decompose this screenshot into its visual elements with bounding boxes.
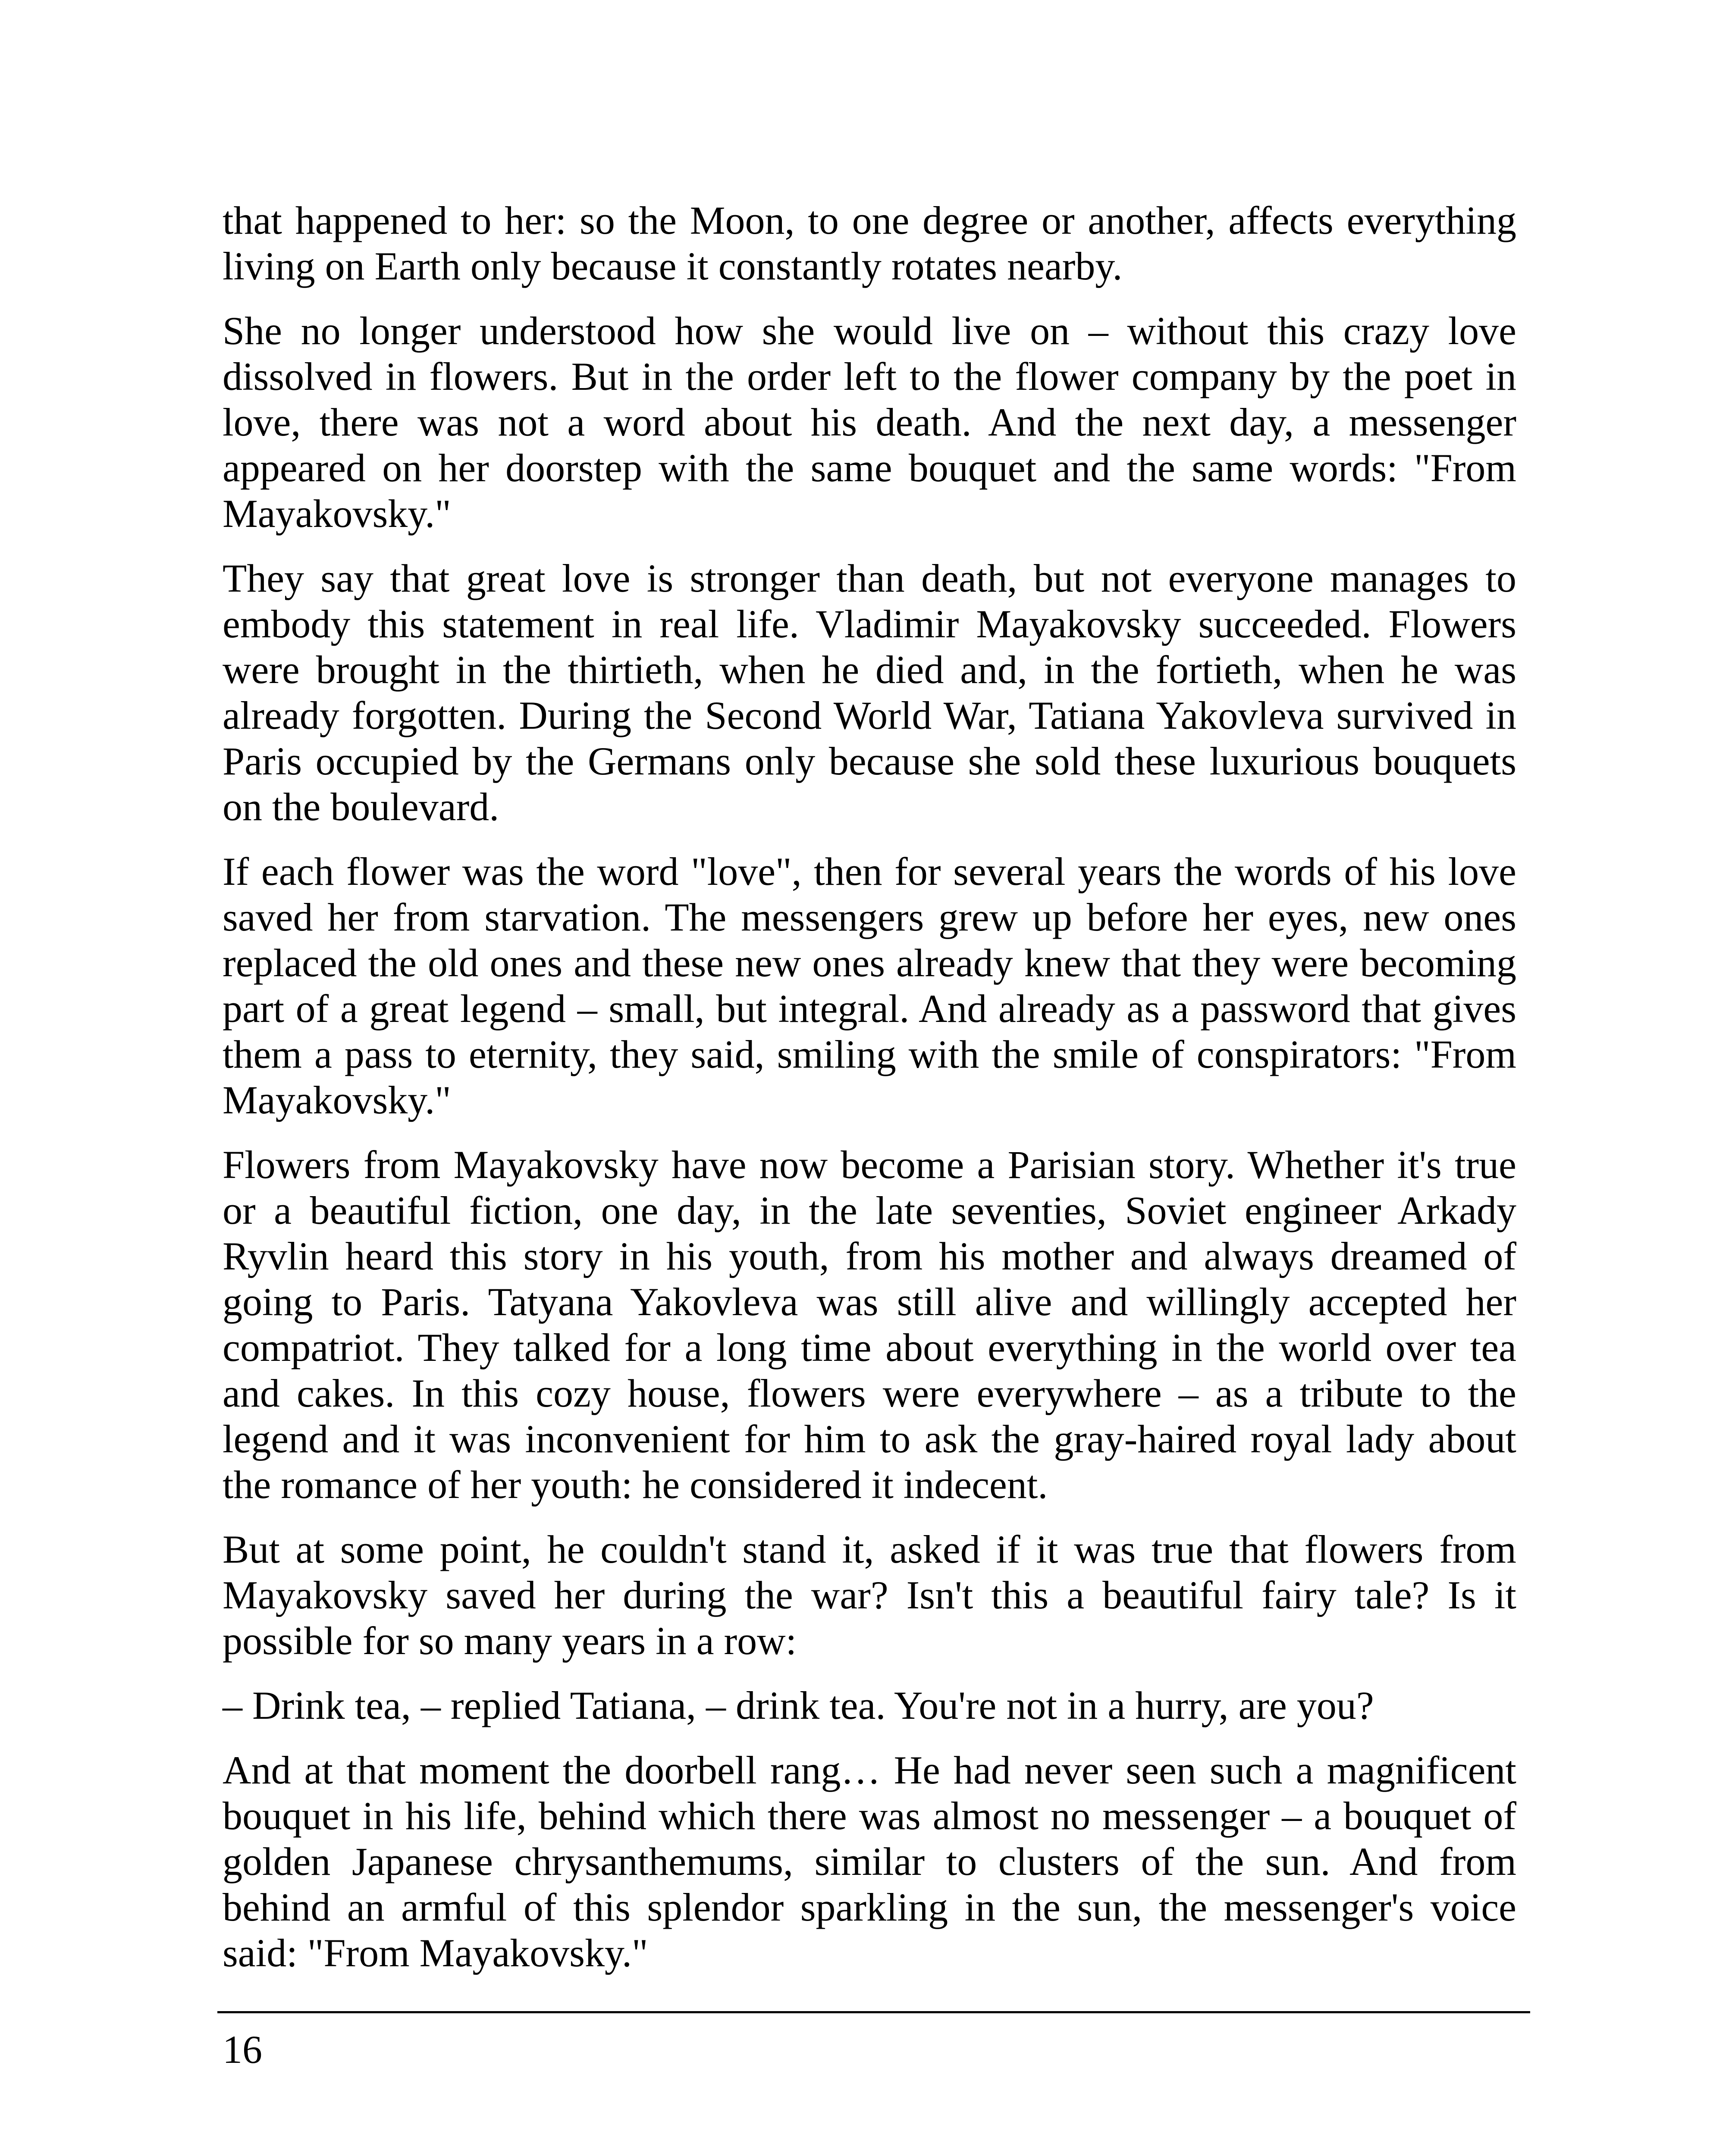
paragraph-6: But at some point, he couldn't stand it, asked if it was true that flowers from Mayakovsky saved her during the war? Isn't this a beautiful fairy tale? Is it possible for so many years in a row: (223, 1527, 1516, 1663)
page-number: 16 (223, 2028, 262, 2071)
body-text (223, 197, 1516, 1995)
paragraph-2: She no longer understood how she would live on – without this crazy love dissolved in flowers. But in the order left to the flower company by the poet in love, there was not a word about his death. And the next day, a messenger appeared on her doorstep with the same bouquet and the same words: "From Mayakovsky." (223, 309, 1516, 536)
paragraph-5: Flowers from Mayakovsky have now become a Parisian story. Whether it's true or a beautiful fiction, one day, in the late seventies, Soviet engineer Arkady Ryvlin heard this story in his youth, from his mother and always dreamed of going to Paris. Tatyana Yakovleva was still alive and willingly accepted her compatriot. They talked for a long time about everything in the world over tea and cakes. In this cozy house, flowers were everywhere – as a tribute to the legend and it was inconvenient for him to ask the gray-haired royal lady about the romance of her youth: he considered it indecent. (223, 1143, 1516, 1507)
paragraph-4: If each flower was the word "love", then for several years the words of his love saved her from starvation. The messengers grew up before her eyes, new ones replaced the old ones and these new ones already knew that they were becoming part of a great legend – small, but integral. And already as a password that gives them a pass to eternity, they said, smiling with the smile of conspirators: "From Mayakovsky." (223, 849, 1516, 1122)
paragraph-3: They say that great love is stronger than death, but not everyone manages to embody this statement in real life. Vladimir Mayakovsky succeeded. Flowers were brought in the thirtieth, when he died and, in the fortieth, when he was already forgotten. During the Second World War, Tatiana Yakovleva survived in Paris occupied by the Germans only because she sold these luxurious bouquets on the boulevard. (223, 556, 1516, 829)
paragraph-8: And at that moment the doorbell rang… He had never seen such a magnificent bouquet in his life, behind which there was almost no messenger – a bouquet of golden Japanese chrysanthemums, similar to clusters of the sun. And from behind an armful of this splendor sparkling in the sun, the messenger's voice said: "From Mayakovsky." (223, 1748, 1516, 1975)
paragraph-7: – Drink tea, – replied Tatiana, – drink tea. You're not in a hurry, are you? (223, 1683, 1374, 1727)
footer-divider (217, 2011, 1530, 2013)
paragraph-1: that happened to her: so the Moon, to one degree or another, affects everything living on Earth only because it constantly rotates nearby. (223, 198, 1516, 288)
